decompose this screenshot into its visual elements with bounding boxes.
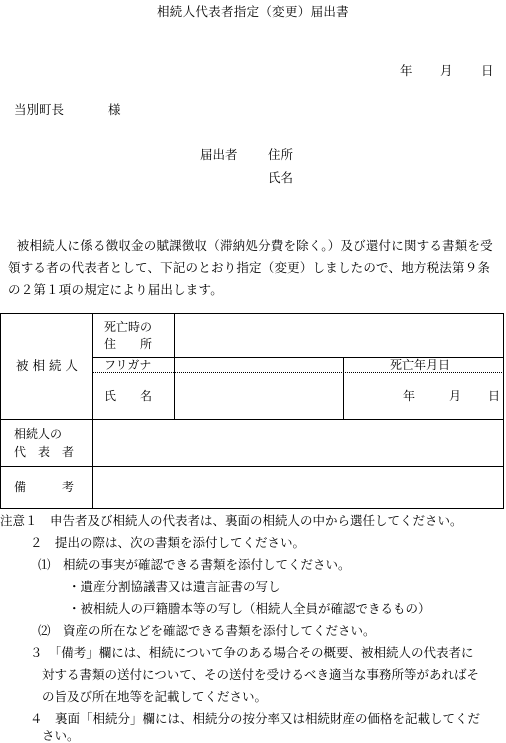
decedent-name-field[interactable]	[175, 373, 343, 419]
note-3-line3: の旨及び所在地等を記載してください。	[42, 689, 268, 704]
note-2-item-2: ⑵ 資産の所在などを確認できる書類を添付してください。	[38, 623, 376, 638]
notifier-address-label: 住所	[268, 147, 294, 162]
note-1: 注意１ 申告者及び相続人の代表者は、裏面の相続人の中から選任してください。	[0, 513, 463, 528]
note-2: ２ 提出の際は、次の書類を添付してください。	[30, 535, 306, 550]
remarks-label: 備 考	[14, 480, 75, 494]
notifier-name-label: 氏名	[268, 170, 294, 185]
death-month-label: 月	[449, 389, 462, 403]
addressee-honorific: 様	[108, 102, 121, 117]
address-at-death-field[interactable]	[175, 314, 503, 357]
addressee-name: 当別町長	[14, 102, 65, 117]
notifier-label: 届出者	[200, 147, 238, 162]
representative-label-line2: 代 表 者	[14, 445, 75, 459]
note-2-item-1-bullet-2: ・被相続人の戸籍謄本等の写し（相続人全員が確認できるもの）	[68, 601, 431, 616]
note-3-line1: ３ 「備考」欄には、相続について争のある場合その概要、被相続人の代表者に	[30, 645, 474, 660]
body-text: 被相続人に係る徴収金の賦課徴収（滞納処分費を除く。）及び還付に関する書類を受領する者の代表者として、下記のとおり指定（変更）しましたので、地方税法第９条の２第１項の規定により届出します。	[8, 238, 493, 297]
address-at-death-label-line2: 住 所	[104, 337, 153, 351]
date-of-death-label: 死亡年月日	[390, 358, 451, 372]
date-month-label: 月	[440, 63, 453, 78]
death-day-label: 日	[488, 389, 501, 403]
note-4-line1: ４ 裏面「相続分」欄には、相続分の按分率又は相続財産の価格を記載してくだ	[30, 711, 481, 726]
note-4-line2: さい。	[42, 728, 80, 743]
death-year-label: 年	[403, 389, 416, 403]
decedent-label: 被 相 続 人	[16, 358, 78, 373]
representative-field[interactable]	[93, 420, 503, 466]
decedent-form-table	[0, 313, 504, 509]
form-title: 相続人代表者指定（変更）届出書	[156, 4, 349, 19]
addressee	[14, 104, 121, 117]
date-day-label: 日	[481, 63, 494, 78]
furigana-label: フリガナ	[104, 358, 152, 372]
date-year-label: 年	[400, 63, 413, 78]
address-at-death-label-line1: 死亡時の	[104, 320, 153, 334]
representative-label-line1: 相続人の	[14, 427, 63, 441]
furigana-field[interactable]	[175, 358, 343, 372]
note-3-line2: 対する書類の送付について、その送付を受けるべき適当な事務所等があればそ	[42, 667, 480, 682]
remarks-field[interactable]	[93, 467, 503, 508]
note-2-item-1: ⑴ 相続の事実が確認できる書類を添付してください。	[38, 557, 351, 572]
name-label: 氏 名	[104, 389, 153, 403]
date-of-death-field[interactable]	[344, 373, 503, 419]
note-2-item-1-bullet-1: ・遺産分割協議書又は遺言証書の写し	[68, 579, 281, 594]
